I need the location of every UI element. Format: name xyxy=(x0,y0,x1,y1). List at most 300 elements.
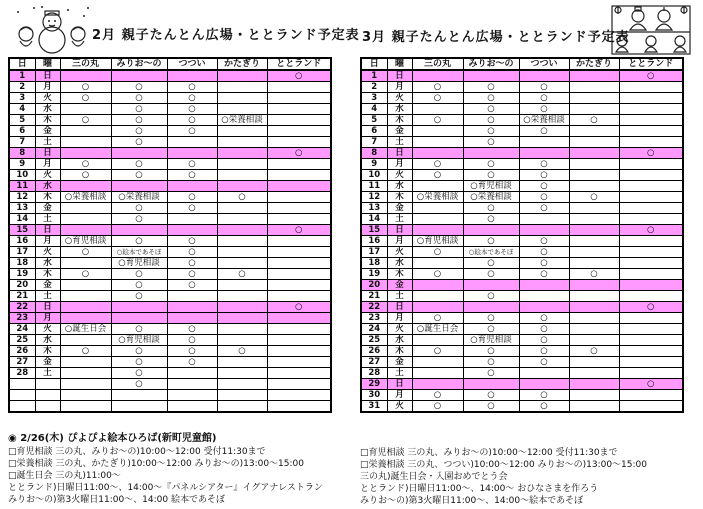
day-number-cell: 8 xyxy=(361,148,387,159)
schedule-cell xyxy=(569,401,619,413)
calendar-row xyxy=(361,280,683,291)
schedule-cell: ○ xyxy=(519,357,569,368)
calendar-row xyxy=(9,401,331,413)
calendar-row xyxy=(361,357,683,368)
calendar-row xyxy=(9,70,331,82)
schedule-cell: ○ xyxy=(519,390,569,401)
schedule-cell: ○ xyxy=(111,324,167,335)
schedule-cell xyxy=(267,126,331,137)
schedule-cell xyxy=(569,170,619,181)
day-number-cell: 20 xyxy=(9,280,35,291)
schedule-cell xyxy=(60,379,111,390)
schedule-cell xyxy=(569,324,619,335)
schedule-cell xyxy=(619,291,683,302)
schedule-cell xyxy=(217,181,267,192)
schedule-cell xyxy=(267,357,331,368)
schedule-cell: ○ xyxy=(111,203,167,214)
calendar-row xyxy=(9,368,331,379)
weekday-cell: 金 xyxy=(35,203,60,214)
schedule-cell xyxy=(463,70,519,82)
schedule-cell xyxy=(267,93,331,104)
schedule-cell: ○ xyxy=(463,115,519,126)
schedule-cell xyxy=(619,192,683,203)
schedule-cell xyxy=(111,313,167,324)
weekday-cell: 月 xyxy=(387,390,412,401)
schedule-cell: ○ xyxy=(60,247,111,258)
schedule-cell: ○ xyxy=(111,291,167,302)
weekday-cell: 木 xyxy=(387,115,412,126)
weekday-cell: 水 xyxy=(387,181,412,192)
march-footnotes xyxy=(360,447,647,507)
weekday-cell: 日 xyxy=(387,379,412,390)
schedule-cell: ○絵本であそぼ xyxy=(111,247,167,258)
schedule-cell: ○ xyxy=(167,159,217,170)
schedule-cell xyxy=(412,335,463,346)
schedule-cell xyxy=(463,379,519,390)
schedule-cell xyxy=(60,280,111,291)
weekday-cell: 月 xyxy=(387,159,412,170)
schedule-cell xyxy=(267,335,331,346)
schedule-cell: ○ xyxy=(111,346,167,357)
schedule-cell: ○ xyxy=(167,247,217,258)
day-number-cell: 3 xyxy=(361,93,387,104)
schedule-cell xyxy=(619,401,683,413)
schedule-cell: ○ xyxy=(111,379,167,390)
day-number-cell: 18 xyxy=(9,258,35,269)
footnote-line: □栄養相談 三の丸、かたぎり)10:00～12:00 みりお～の)13:00～15:00 xyxy=(8,459,304,469)
schedule-cell xyxy=(217,335,267,346)
schedule-cell: ○ xyxy=(167,269,217,280)
schedule-cell: ○ xyxy=(167,82,217,93)
day-number-cell: 23 xyxy=(361,313,387,324)
calendar-row xyxy=(361,70,683,82)
schedule-cell: ○ xyxy=(463,357,519,368)
schedule-cell: ○ xyxy=(167,236,217,247)
schedule-cell: ○ xyxy=(111,126,167,137)
weekday-cell: 木 xyxy=(387,192,412,203)
schedule-cell xyxy=(519,70,569,82)
schedule-cell xyxy=(60,390,111,401)
schedule-cell: ○ xyxy=(167,258,217,269)
schedule-cell xyxy=(217,379,267,390)
calendar-row xyxy=(9,280,331,291)
february-title: 2月 親子たんとん広場・ととランド予定表 xyxy=(92,28,360,43)
calendar-row xyxy=(361,170,683,181)
weekday-cell: 火 xyxy=(35,324,60,335)
schedule-cell: ○ xyxy=(519,126,569,137)
schedule-cell: ○ xyxy=(569,115,619,126)
schedule-cell: ○ xyxy=(519,192,569,203)
column-header: ととランド xyxy=(619,58,683,70)
day-number-cell: 9 xyxy=(9,159,35,170)
weekday-cell: 木 xyxy=(387,346,412,357)
schedule-cell xyxy=(60,181,111,192)
schedule-cell xyxy=(60,203,111,214)
day-number-cell: 26 xyxy=(9,346,35,357)
schedule-cell: ○ xyxy=(519,203,569,214)
schedule-cell: ○ xyxy=(519,335,569,346)
schedule-cell xyxy=(267,280,331,291)
schedule-cell xyxy=(569,126,619,137)
day-number-cell: 2 xyxy=(361,82,387,93)
day-number-cell: 6 xyxy=(361,126,387,137)
schedule-cell: ○ xyxy=(167,126,217,137)
schedule-cell: ○ xyxy=(519,313,569,324)
schedule-cell xyxy=(267,247,331,258)
day-number-cell: 13 xyxy=(9,203,35,214)
march-calendar-table xyxy=(360,57,684,413)
weekday-cell: 金 xyxy=(387,357,412,368)
day-number-cell: 11 xyxy=(9,181,35,192)
calendar-row xyxy=(361,148,683,159)
footnote-line: □育児相談 三の丸、みりお～の)10:00～12:00 受付11:30まで xyxy=(8,447,266,457)
schedule-cell xyxy=(412,302,463,313)
schedule-cell: ○栄養相談 xyxy=(60,192,111,203)
calendar-row xyxy=(361,390,683,401)
schedule-cell: ○ xyxy=(619,148,683,159)
schedule-cell xyxy=(619,247,683,258)
schedule-cell: ○育児相談 xyxy=(463,181,519,192)
weekday-cell: 金 xyxy=(35,280,60,291)
column-header: ととランド xyxy=(267,58,331,70)
day-number-cell: 26 xyxy=(361,346,387,357)
calendar-row xyxy=(361,137,683,148)
schedule-cell xyxy=(60,70,111,82)
schedule-cell xyxy=(167,368,217,379)
schedule-cell: ○ xyxy=(111,368,167,379)
schedule-cell: ○ xyxy=(412,82,463,93)
schedule-cell xyxy=(569,181,619,192)
calendar-row xyxy=(361,82,683,93)
schedule-cell xyxy=(619,115,683,126)
schedule-cell xyxy=(412,148,463,159)
schedule-cell: ○ xyxy=(519,258,569,269)
footnote-line: ととランド)日曜日11:00～、14:00～『パネルシアター』イグアナレストラン xyxy=(8,483,323,493)
column-header: みりお～の xyxy=(111,58,167,70)
calendar-row xyxy=(9,247,331,258)
schedule-cell: ○ xyxy=(519,324,569,335)
calendar-row xyxy=(361,335,683,346)
weekday-cell: 木 xyxy=(387,269,412,280)
schedule-cell xyxy=(619,170,683,181)
weekday-cell: 日 xyxy=(387,70,412,82)
schedule-cell xyxy=(217,214,267,225)
schedule-cell: ○ xyxy=(412,346,463,357)
column-header: かたぎり xyxy=(217,58,267,70)
schedule-cell xyxy=(217,324,267,335)
weekday-cell: 水 xyxy=(387,335,412,346)
schedule-cell: ○ xyxy=(111,269,167,280)
schedule-cell: ○ xyxy=(463,126,519,137)
schedule-cell xyxy=(267,214,331,225)
schedule-cell xyxy=(267,390,331,401)
calendar-row xyxy=(9,258,331,269)
schedule-cell xyxy=(619,313,683,324)
schedule-cell xyxy=(463,225,519,236)
schedule-cell: ○ xyxy=(519,401,569,413)
schedule-cell xyxy=(217,203,267,214)
schedule-cell: ○ xyxy=(619,70,683,82)
schedule-cell: ○ xyxy=(463,258,519,269)
schedule-cell xyxy=(217,368,267,379)
schedule-cell xyxy=(569,104,619,115)
schedule-cell: ○ xyxy=(267,148,331,159)
weekday-cell: 火 xyxy=(387,247,412,258)
february-footnote-lines xyxy=(8,446,323,506)
schedule-cell xyxy=(412,291,463,302)
calendar-row xyxy=(9,236,331,247)
schedule-cell xyxy=(569,236,619,247)
weekday-cell: 土 xyxy=(35,137,60,148)
weekday-cell: 水 xyxy=(387,104,412,115)
day-number-cell: 18 xyxy=(361,258,387,269)
schedule-cell: ○育児相談 xyxy=(412,236,463,247)
schedule-cell xyxy=(267,203,331,214)
day-number-cell: 13 xyxy=(361,203,387,214)
schedule-cell xyxy=(569,203,619,214)
schedule-cell xyxy=(267,170,331,181)
schedule-cell: ○ xyxy=(60,93,111,104)
schedule-cell xyxy=(267,324,331,335)
weekday-cell: 水 xyxy=(35,258,60,269)
weekday-cell: 土 xyxy=(387,137,412,148)
schedule-cell: ○ xyxy=(412,115,463,126)
schedule-cell xyxy=(111,70,167,82)
schedule-cell xyxy=(111,225,167,236)
schedule-cell: ○ xyxy=(111,280,167,291)
schedule-cell xyxy=(412,203,463,214)
schedule-cell xyxy=(167,401,217,413)
weekday-cell: 月 xyxy=(35,82,60,93)
calendar-header-row xyxy=(361,58,683,70)
schedule-cell xyxy=(619,258,683,269)
schedule-cell xyxy=(167,302,217,313)
weekday-cell: 土 xyxy=(387,368,412,379)
day-number-cell xyxy=(9,390,35,401)
schedule-cell xyxy=(412,181,463,192)
schedule-cell xyxy=(60,258,111,269)
schedule-cell: ○ xyxy=(463,104,519,115)
day-number-cell xyxy=(9,379,35,390)
schedule-cell xyxy=(619,357,683,368)
schedule-cell: ○ xyxy=(463,269,519,280)
schedule-cell xyxy=(267,104,331,115)
schedule-cell: ○ xyxy=(167,115,217,126)
calendar-row xyxy=(361,192,683,203)
calendar-row xyxy=(361,159,683,170)
schedule-cell: ○ xyxy=(217,346,267,357)
schedule-cell: ○ xyxy=(463,390,519,401)
day-number-cell: 3 xyxy=(9,93,35,104)
schedule-cell xyxy=(217,401,267,413)
schedule-cell xyxy=(569,368,619,379)
schedule-cell xyxy=(569,313,619,324)
schedule-cell: ○ xyxy=(519,170,569,181)
calendar-row xyxy=(361,236,683,247)
schedule-cell: ○ xyxy=(519,104,569,115)
schedule-cell: ○ xyxy=(111,214,167,225)
schedule-cell xyxy=(167,137,217,148)
weekday-cell xyxy=(35,379,60,390)
schedule-cell: ○ xyxy=(463,170,519,181)
schedule-cell xyxy=(619,269,683,280)
weekday-cell: 火 xyxy=(387,170,412,181)
schedule-cell: ○栄養相談 xyxy=(111,192,167,203)
footnote-line: □栄養相談 三の丸、つつい)10:00～12:00 みりお～の)13:00～15:00 xyxy=(360,460,647,470)
schedule-cell xyxy=(267,181,331,192)
day-number-cell: 7 xyxy=(9,137,35,148)
calendar-row xyxy=(361,115,683,126)
schedule-cell xyxy=(519,280,569,291)
schedule-cell xyxy=(217,93,267,104)
day-number-cell: 7 xyxy=(361,137,387,148)
calendar-row xyxy=(9,82,331,93)
schedule-cell xyxy=(569,159,619,170)
day-number-cell: 9 xyxy=(361,159,387,170)
day-number-cell: 27 xyxy=(361,357,387,368)
schedule-cell xyxy=(619,104,683,115)
column-header: 三の丸 xyxy=(412,58,463,70)
day-number-cell: 5 xyxy=(361,115,387,126)
day-number-cell: 11 xyxy=(361,181,387,192)
weekday-cell: 土 xyxy=(387,291,412,302)
schedule-cell xyxy=(569,302,619,313)
schedule-cell: ○ xyxy=(519,181,569,192)
schedule-cell: ○育児相談 xyxy=(463,335,519,346)
schedule-cell: ○ xyxy=(60,170,111,181)
schedule-cell xyxy=(217,170,267,181)
schedule-cell xyxy=(619,159,683,170)
schedule-cell xyxy=(111,181,167,192)
calendar-row xyxy=(9,291,331,302)
schedule-cell: ○ xyxy=(167,335,217,346)
schedule-cell: ○ xyxy=(519,159,569,170)
schedule-cell: ○ xyxy=(412,247,463,258)
day-number-cell: 25 xyxy=(361,335,387,346)
schedule-cell xyxy=(111,302,167,313)
schedule-cell xyxy=(217,104,267,115)
schedule-cell: ○栄養相談 xyxy=(412,192,463,203)
schedule-cell xyxy=(217,291,267,302)
schedule-cell: ○ xyxy=(569,269,619,280)
calendar-row xyxy=(361,214,683,225)
schedule-cell xyxy=(60,335,111,346)
schedule-cell: ○ xyxy=(111,93,167,104)
schedule-cell: ○ xyxy=(619,225,683,236)
weekday-cell: 火 xyxy=(35,170,60,181)
weekday-cell: 木 xyxy=(35,192,60,203)
schedule-cell xyxy=(60,313,111,324)
schedule-cell xyxy=(167,148,217,159)
schedule-cell: ○ xyxy=(111,170,167,181)
footnote-line: □誕生日会 三の丸)11:00～ xyxy=(8,471,121,481)
day-number-cell: 20 xyxy=(361,280,387,291)
schedule-cell xyxy=(569,70,619,82)
calendar-row xyxy=(9,181,331,192)
day-number-cell: 14 xyxy=(361,214,387,225)
day-number-cell: 1 xyxy=(361,70,387,82)
schedule-cell xyxy=(619,203,683,214)
weekday-cell: 金 xyxy=(387,126,412,137)
day-number-cell: 30 xyxy=(361,390,387,401)
schedule-cell xyxy=(619,82,683,93)
schedule-cell xyxy=(569,137,619,148)
weekday-cell xyxy=(35,390,60,401)
calendar-row xyxy=(9,126,331,137)
schedule-cell xyxy=(412,368,463,379)
schedule-cell: ○ xyxy=(167,104,217,115)
schedule-cell xyxy=(217,70,267,82)
day-number-cell: 28 xyxy=(9,368,35,379)
weekday-cell: 日 xyxy=(387,302,412,313)
schedule-cell xyxy=(569,214,619,225)
schedule-cell: ○ xyxy=(111,82,167,93)
schedule-cell: ○ xyxy=(463,291,519,302)
schedule-cell: ○ xyxy=(111,236,167,247)
schedule-cell xyxy=(217,126,267,137)
schedule-cell xyxy=(619,126,683,137)
schedule-cell: ○ xyxy=(463,324,519,335)
schedule-cell xyxy=(519,291,569,302)
schedule-cell xyxy=(619,324,683,335)
schedule-cell: ○ xyxy=(217,192,267,203)
day-number-cell: 17 xyxy=(361,247,387,258)
day-number-cell: 27 xyxy=(9,357,35,368)
schedule-cell xyxy=(519,148,569,159)
schedule-cell xyxy=(267,159,331,170)
schedule-cell: ○ xyxy=(619,379,683,390)
weekday-cell: 金 xyxy=(35,357,60,368)
weekday-cell: 金 xyxy=(387,203,412,214)
calendar-row xyxy=(361,269,683,280)
february-calendar-table xyxy=(8,57,332,413)
calendar-row xyxy=(361,401,683,413)
calendar-row xyxy=(9,324,331,335)
schedule-cell: ○ xyxy=(412,401,463,413)
column-header: 三の丸 xyxy=(60,58,111,70)
weekday-cell: 月 xyxy=(387,313,412,324)
schedule-cell: ○ xyxy=(519,236,569,247)
calendar-row xyxy=(9,269,331,280)
calendar-row xyxy=(361,313,683,324)
schedule-cell xyxy=(519,379,569,390)
day-number-cell: 2 xyxy=(9,82,35,93)
schedule-cell xyxy=(267,82,331,93)
schedule-cell xyxy=(619,137,683,148)
schedule-cell: ○ xyxy=(463,401,519,413)
schedule-cell: ○ xyxy=(412,170,463,181)
schedule-cell: ○ xyxy=(463,368,519,379)
column-header: みりお～の xyxy=(463,58,519,70)
schedule-cell xyxy=(111,401,167,413)
schedule-cell xyxy=(569,390,619,401)
schedule-cell xyxy=(619,346,683,357)
schedule-cell xyxy=(217,137,267,148)
schedule-cell: ○ xyxy=(60,269,111,280)
schedule-cell: ○ xyxy=(463,82,519,93)
schedule-cell: ○ xyxy=(167,192,217,203)
schedule-cell: ○ xyxy=(60,346,111,357)
snowman-with-children-illustration xyxy=(12,4,92,60)
weekday-cell: 月 xyxy=(387,82,412,93)
calendar-header-row xyxy=(9,58,331,70)
schedule-cell: ○ xyxy=(167,203,217,214)
february-footnotes xyxy=(8,432,323,506)
schedule-cell xyxy=(463,148,519,159)
calendar-row xyxy=(361,181,683,192)
day-number-cell: 31 xyxy=(361,401,387,413)
schedule-cell: ○ xyxy=(519,93,569,104)
